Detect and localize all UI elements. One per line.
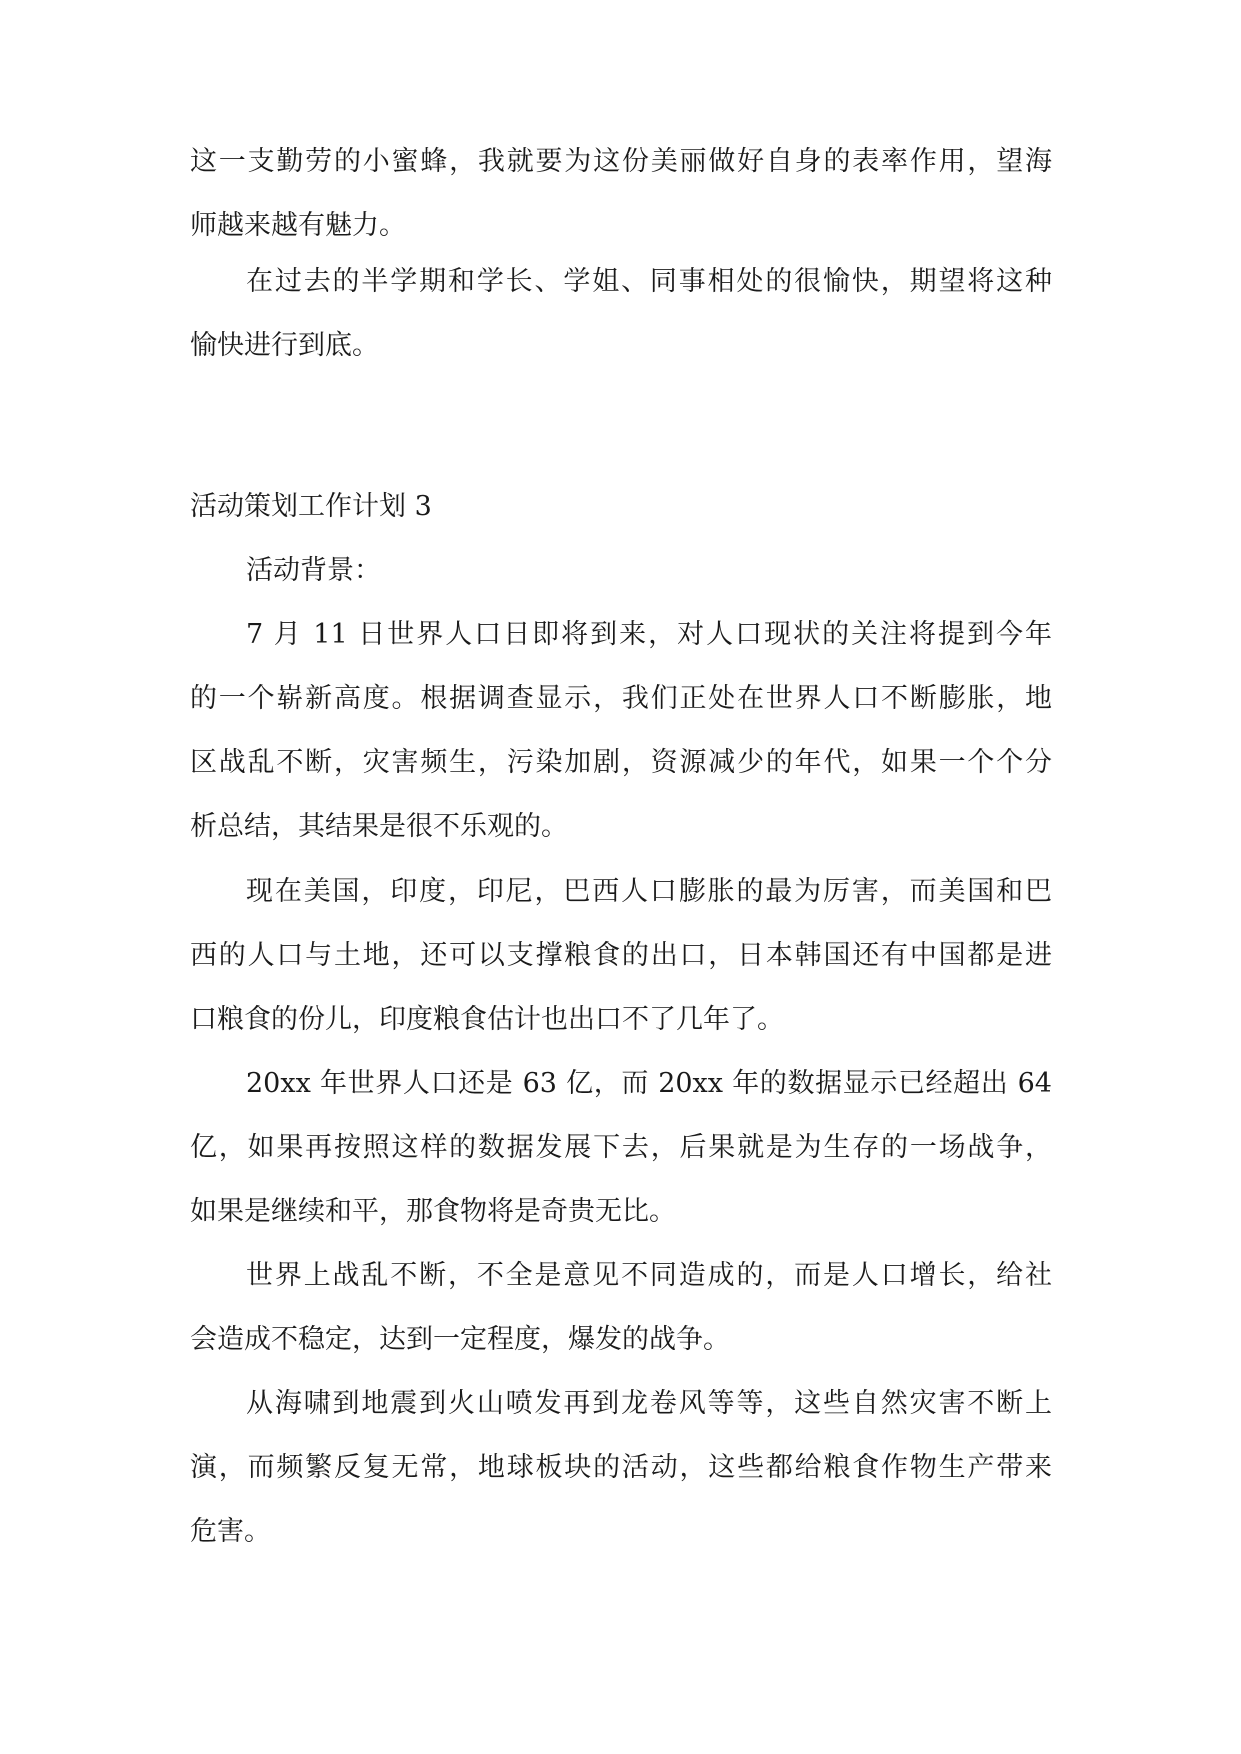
paragraph-population-day <box>190 603 1052 859</box>
text-line: 师越来越有魅力。 <box>190 210 406 241</box>
text-line: 从海啸到地震到火山喷发再到龙卷风等等，这些自然灾害不断上 <box>246 1388 1052 1419</box>
text-line: 现在美国，印度，印尼，巴西人口膨胀的最为厉害，而美国和巴 <box>246 876 1052 907</box>
paragraph-countries <box>190 860 1052 1052</box>
section-heading <box>190 475 1052 539</box>
text-line: 会造成不稳定，达到一定程度，爆发的战争。 <box>190 1324 730 1355</box>
text-line: 危害。 <box>190 1516 271 1547</box>
paragraph-population-numbers <box>190 1052 1052 1244</box>
text-line: 活动背景： <box>246 555 381 586</box>
text-line: 这一支勤劳的小蜜蜂，我就要为这份美丽做好自身的表率作用，望海 <box>190 146 1052 177</box>
text-line: 愉快进行到底。 <box>190 330 379 361</box>
paragraph-background-label <box>190 539 1052 603</box>
text-line: 区战乱不断，灾害频生，污染加剧，资源减少的年代，如果一个个分 <box>190 747 1052 778</box>
paragraph-disasters <box>190 1372 1052 1564</box>
text-line: 在过去的半学期和学长、学姐、同事相处的很愉快，期望将这种 <box>246 266 1052 297</box>
text-line: 演，而频繁反复无常，地球板块的活动，这些都给粮食作物生产带来 <box>190 1452 1052 1483</box>
paragraph-conflicts <box>190 1244 1052 1372</box>
text-line: 亿，如果再按照这样的数据发展下去，后果就是为生存的一场战争， <box>190 1132 1052 1163</box>
text-line: 析总结，其结果是很不乐观的。 <box>190 811 568 842</box>
paragraph-gratitude <box>190 250 1052 378</box>
text-line: 的一个崭新高度。根据调查显示，我们正处在世界人口不断膨胀，地 <box>190 683 1052 714</box>
text-line: 如果是继续和平，那食物将是奇贵无比。 <box>190 1196 676 1227</box>
text-line: 世界上战乱不断，不全是意见不同造成的，而是人口增长，给社 <box>246 1260 1052 1291</box>
text-line: 口粮食的份儿，印度粮食估计也出口不了几年了。 <box>190 1004 784 1035</box>
text-line: 西的人口与土地，还可以支撑粮食的出口，日本韩国还有中国都是进 <box>190 940 1052 971</box>
paragraph-intro-continuation <box>190 130 1052 258</box>
text-line: 7 月 11 日世界人口日即将到来，对人口现状的关注将提到今年 <box>246 619 1052 650</box>
heading-text: 活动策划工作计划 3 <box>190 491 432 522</box>
text-line: 20xx 年世界人口还是 63 亿，而 20xx 年的数据显示已经超出 64 <box>246 1068 1052 1099</box>
